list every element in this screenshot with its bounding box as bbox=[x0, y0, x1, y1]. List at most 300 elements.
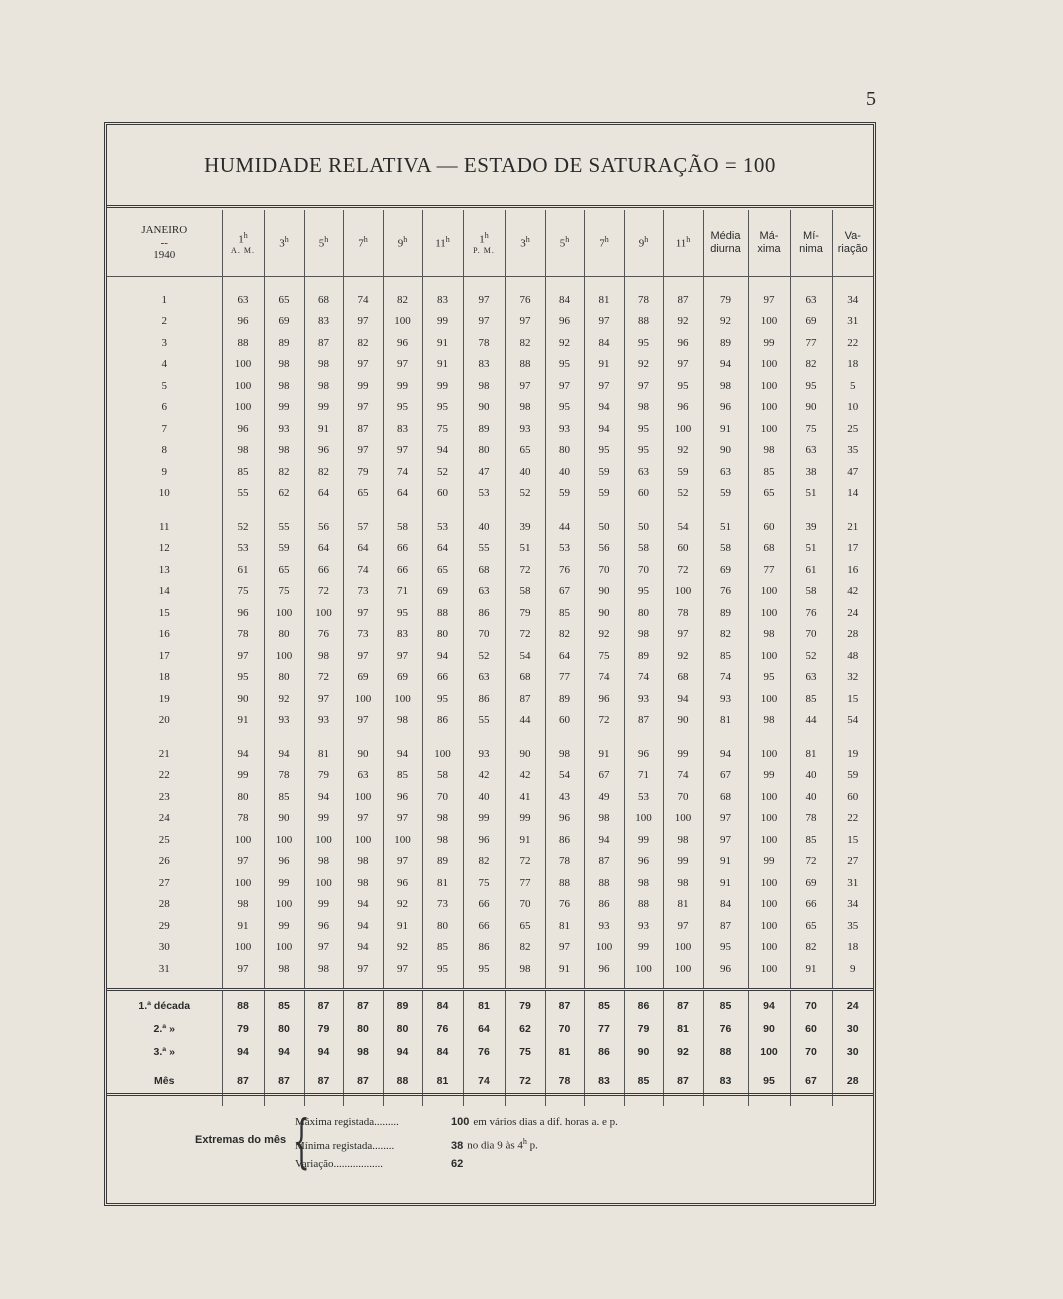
hour-number: 11 bbox=[435, 238, 446, 250]
table-cell: 93 bbox=[703, 688, 748, 710]
table-cell: 99 bbox=[463, 808, 505, 830]
row-label: 22 bbox=[158, 769, 170, 782]
spacer-cell bbox=[790, 731, 832, 743]
table-cell: 98 bbox=[422, 808, 463, 830]
table-cell: 70 bbox=[790, 989, 832, 1018]
row-label: 16 bbox=[158, 628, 170, 641]
table-cell: 96 bbox=[264, 851, 304, 873]
table-cell: 98 bbox=[264, 440, 304, 462]
table-cell: 99 bbox=[264, 915, 304, 937]
table-cell: 67 bbox=[584, 765, 624, 787]
table-cell: 78 bbox=[545, 851, 584, 873]
hour-period: A. M. bbox=[231, 246, 255, 256]
row-label: 13 bbox=[158, 563, 170, 576]
table-cell: 82 bbox=[505, 937, 545, 959]
table-cell: 76 bbox=[545, 559, 584, 581]
table-row bbox=[107, 786, 873, 808]
row-label: Mês bbox=[154, 1074, 175, 1087]
table-cell: 100 bbox=[748, 808, 790, 830]
month-header bbox=[107, 210, 222, 277]
table-cell: 79 bbox=[505, 989, 545, 1018]
table-cell: 98 bbox=[264, 375, 304, 397]
table-cell: 79 bbox=[304, 1018, 343, 1041]
table-cell: 95 bbox=[222, 667, 264, 689]
table-cell: 72 bbox=[505, 559, 545, 581]
table-cell: 96 bbox=[703, 397, 748, 419]
table-cell: 100 bbox=[264, 602, 304, 624]
table-row bbox=[107, 311, 873, 333]
table-cell: 77 bbox=[545, 667, 584, 689]
table-cell: 97 bbox=[663, 624, 703, 646]
table-cell: 96 bbox=[703, 958, 748, 980]
table-cell: 59 bbox=[584, 483, 624, 505]
table-cell: 97 bbox=[222, 958, 264, 980]
table-cell: 40 bbox=[505, 461, 545, 483]
table-cell: 96 bbox=[624, 851, 663, 873]
spacer-cell bbox=[663, 277, 703, 290]
table-cell: 90 bbox=[463, 397, 505, 419]
spacer-cell bbox=[107, 277, 222, 290]
table-cell: 58 bbox=[383, 516, 422, 538]
table-cell: 81 bbox=[545, 915, 584, 937]
table-cell: 81 bbox=[463, 989, 505, 1018]
spacer-cell bbox=[663, 731, 703, 743]
table-cell: 96 bbox=[383, 332, 422, 354]
table-cell: 88 bbox=[222, 332, 264, 354]
table-cell: 90 bbox=[663, 710, 703, 732]
table-cell: 93 bbox=[505, 418, 545, 440]
table-cell: 63 bbox=[463, 581, 505, 603]
table-row bbox=[107, 829, 873, 851]
table-cell: 98 bbox=[304, 354, 343, 376]
table-cell: 98 bbox=[222, 894, 264, 916]
table-cell: 75 bbox=[584, 645, 624, 667]
table-cell: 88 bbox=[545, 872, 584, 894]
spacer-cell bbox=[383, 504, 422, 516]
table-cell: 98 bbox=[624, 872, 663, 894]
table-cell: 82 bbox=[463, 851, 505, 873]
table-cell: 72 bbox=[790, 851, 832, 873]
table-cell: 62 bbox=[264, 483, 304, 505]
hour-suffix: h bbox=[604, 235, 609, 245]
row-label: 8 bbox=[161, 444, 167, 457]
table-cell: 87 bbox=[545, 989, 584, 1018]
table-cell: 72 bbox=[505, 851, 545, 873]
table-cell: 99 bbox=[304, 397, 343, 419]
hour-suffix: h bbox=[644, 235, 649, 245]
table-cell: 96 bbox=[584, 688, 624, 710]
table-cell: 52 bbox=[422, 461, 463, 483]
table-cell: 94 bbox=[383, 743, 422, 765]
table-cell: 24 bbox=[832, 989, 873, 1018]
table-cell: 44 bbox=[545, 516, 584, 538]
table-cell: 71 bbox=[383, 581, 422, 603]
table-cell: 73 bbox=[343, 581, 383, 603]
table-cell: 100 bbox=[343, 829, 383, 851]
table-row bbox=[107, 516, 873, 538]
table-cell: 77 bbox=[748, 559, 790, 581]
spacer-cell bbox=[422, 980, 463, 990]
table-cell: 85 bbox=[703, 989, 748, 1018]
table-cell: 100 bbox=[748, 743, 790, 765]
table-cell: 69 bbox=[383, 667, 422, 689]
table-cell: 72 bbox=[505, 1064, 545, 1098]
table-cell: 95 bbox=[383, 397, 422, 419]
spacer-cell bbox=[703, 980, 748, 990]
table-cell: 89 bbox=[624, 645, 663, 667]
table-cell: 14 bbox=[832, 483, 873, 505]
table-cell: 69 bbox=[264, 311, 304, 333]
table-cell: 100 bbox=[383, 311, 422, 333]
table-cell: 89 bbox=[703, 602, 748, 624]
row-label: 23 bbox=[158, 790, 170, 803]
table-cell: 94 bbox=[383, 1041, 422, 1064]
hour-header-6 bbox=[463, 210, 505, 277]
table-cell: 65 bbox=[264, 559, 304, 581]
spacer-cell bbox=[264, 277, 304, 290]
spacer-cell bbox=[545, 980, 584, 990]
spacer-cell bbox=[505, 504, 545, 516]
table-cell: 75 bbox=[222, 581, 264, 603]
table-cell: 81 bbox=[703, 710, 748, 732]
table-cell: 82 bbox=[703, 624, 748, 646]
spacer-cell bbox=[584, 504, 624, 516]
table-cell: 74 bbox=[463, 1064, 505, 1098]
spacer-cell bbox=[832, 504, 873, 516]
table-cell: 90 bbox=[703, 440, 748, 462]
table-cell: 58 bbox=[703, 538, 748, 560]
table-row bbox=[107, 743, 873, 765]
table-cell: 84 bbox=[422, 1041, 463, 1064]
table-cell: 98 bbox=[304, 375, 343, 397]
extremas-line-max bbox=[295, 1116, 618, 1128]
table-cell: 81 bbox=[422, 1064, 463, 1098]
table-cell: 97 bbox=[663, 915, 703, 937]
spacer-cell bbox=[790, 980, 832, 990]
table-cell: 99 bbox=[748, 332, 790, 354]
table-cell: 16 bbox=[832, 559, 873, 581]
table-cell: 100 bbox=[748, 375, 790, 397]
table-cell: 89 bbox=[463, 418, 505, 440]
table-cell: 97 bbox=[343, 354, 383, 376]
table-cell: 98 bbox=[545, 743, 584, 765]
hour-header-5 bbox=[422, 210, 463, 277]
row-label: 31 bbox=[158, 962, 170, 975]
table-cell: 96 bbox=[584, 958, 624, 980]
min-note: no dia 9 às 4 bbox=[467, 1139, 523, 1152]
table-cell: 41 bbox=[505, 786, 545, 808]
table-cell: 97 bbox=[343, 710, 383, 732]
table-cell: 97 bbox=[383, 354, 422, 376]
table-row bbox=[107, 710, 873, 732]
table-cell: 65 bbox=[343, 483, 383, 505]
table-cell: 34 bbox=[832, 894, 873, 916]
table-cell: 88 bbox=[422, 602, 463, 624]
table-cell: 78 bbox=[790, 808, 832, 830]
table-cell: 100 bbox=[748, 829, 790, 851]
table-cell: 87 bbox=[304, 332, 343, 354]
table-cell: 82 bbox=[343, 332, 383, 354]
table-cell: 66 bbox=[422, 667, 463, 689]
table-cell: 94 bbox=[584, 418, 624, 440]
table-cell: 94 bbox=[703, 354, 748, 376]
table-cell: 77 bbox=[584, 1018, 624, 1041]
table-row bbox=[107, 332, 873, 354]
spacer-cell bbox=[703, 731, 748, 743]
table-cell: 76 bbox=[790, 602, 832, 624]
table-cell: 81 bbox=[422, 872, 463, 894]
table-cell: 84 bbox=[584, 332, 624, 354]
table-cell: 98 bbox=[304, 645, 343, 667]
table-cell: 98 bbox=[343, 872, 383, 894]
table-cell: 97 bbox=[343, 808, 383, 830]
table-cell: 85 bbox=[264, 786, 304, 808]
table-cell: 50 bbox=[624, 516, 663, 538]
table-cell: 85 bbox=[545, 602, 584, 624]
table-cell: 97 bbox=[505, 375, 545, 397]
table-cell: 95 bbox=[422, 397, 463, 419]
table-cell: 74 bbox=[343, 559, 383, 581]
table-cell: 85 bbox=[584, 989, 624, 1018]
table-cell: 72 bbox=[584, 710, 624, 732]
table-cell: 100 bbox=[383, 688, 422, 710]
table-cell: 53 bbox=[463, 483, 505, 505]
table-cell: 63 bbox=[790, 440, 832, 462]
row-label: 3.ª » bbox=[153, 1046, 175, 1058]
spacer-cell bbox=[422, 731, 463, 743]
table-cell: 100 bbox=[748, 937, 790, 959]
table-cell: 80 bbox=[624, 602, 663, 624]
table-cell: 100 bbox=[304, 829, 343, 851]
table-cell: 70 bbox=[584, 559, 624, 581]
hour-suffix: h bbox=[284, 235, 289, 245]
table-cell: 25 bbox=[832, 418, 873, 440]
table-cell: 99 bbox=[264, 872, 304, 894]
extremas-section bbox=[107, 1093, 873, 1203]
table-cell: 19 bbox=[832, 743, 873, 765]
table-cell: 52 bbox=[222, 516, 264, 538]
minima-header bbox=[790, 210, 832, 277]
table-cell: 95 bbox=[748, 1064, 790, 1098]
extremas-label: Extremas do mês bbox=[195, 1134, 287, 1146]
table-cell: 100 bbox=[222, 397, 264, 419]
table-cell: 98 bbox=[304, 958, 343, 980]
table-cell: 97 bbox=[343, 440, 383, 462]
row-label: 2.ª » bbox=[153, 1023, 175, 1035]
table-cell: 100 bbox=[222, 354, 264, 376]
table-cell: 78 bbox=[222, 624, 264, 646]
table-cell: 76 bbox=[304, 624, 343, 646]
table-cell: 100 bbox=[422, 743, 463, 765]
table-cell: 98 bbox=[463, 375, 505, 397]
table-cell: 99 bbox=[624, 829, 663, 851]
table-row bbox=[107, 894, 873, 916]
table-row bbox=[107, 688, 873, 710]
table-cell: 90 bbox=[343, 743, 383, 765]
table-cell: 97 bbox=[343, 645, 383, 667]
table-cell: 60 bbox=[663, 538, 703, 560]
table-cell: 81 bbox=[663, 894, 703, 916]
table-cell: 51 bbox=[703, 516, 748, 538]
row-label: 1 bbox=[161, 293, 167, 306]
table-cell: 94 bbox=[748, 989, 790, 1018]
table-cell: 75 bbox=[505, 1041, 545, 1064]
table-cell: 79 bbox=[304, 765, 343, 787]
table-cell: 98 bbox=[422, 829, 463, 851]
min-note-end: p. bbox=[526, 1139, 538, 1152]
table-cell: 82 bbox=[505, 332, 545, 354]
table-cell: 76 bbox=[463, 1041, 505, 1064]
table-cell: 97 bbox=[304, 688, 343, 710]
table-cell: 65 bbox=[505, 440, 545, 462]
table-cell: 89 bbox=[383, 989, 422, 1018]
spacer-cell bbox=[107, 731, 222, 743]
table-cell: 94 bbox=[422, 645, 463, 667]
table-cell: 63 bbox=[790, 667, 832, 689]
spacer-cell bbox=[545, 504, 584, 516]
max-note: em vários dias a dif. horas a. e p. bbox=[473, 1116, 618, 1128]
table-cell: 97 bbox=[222, 851, 264, 873]
table-cell: 95 bbox=[624, 581, 663, 603]
header-row bbox=[107, 210, 873, 277]
table-cell: 99 bbox=[304, 808, 343, 830]
spacer-cell bbox=[463, 980, 505, 990]
table-cell: 47 bbox=[832, 461, 873, 483]
table-cell: 99 bbox=[222, 765, 264, 787]
table-cell: 99 bbox=[422, 311, 463, 333]
table-cell: 66 bbox=[463, 915, 505, 937]
table-cell: 87 bbox=[222, 1064, 264, 1098]
table-row bbox=[107, 354, 873, 376]
table-cell: 97 bbox=[545, 375, 584, 397]
table-cell: 100 bbox=[663, 937, 703, 959]
table-cell: 98 bbox=[222, 440, 264, 462]
table-cell: 40 bbox=[790, 786, 832, 808]
hour-header-10 bbox=[624, 210, 663, 277]
row-label: 14 bbox=[158, 585, 170, 598]
row-label: 15 bbox=[158, 606, 170, 619]
table-cell: 93 bbox=[463, 743, 505, 765]
spacer-cell bbox=[222, 277, 264, 290]
table-cell: 64 bbox=[343, 538, 383, 560]
table-cell: 31 bbox=[832, 311, 873, 333]
decade-row bbox=[107, 989, 873, 1018]
table-cell: 60 bbox=[748, 516, 790, 538]
table-cell: 98 bbox=[505, 958, 545, 980]
table-row bbox=[107, 483, 873, 505]
table-cell: 98 bbox=[663, 872, 703, 894]
table-cell: 69 bbox=[422, 581, 463, 603]
table-cell: 72 bbox=[505, 624, 545, 646]
table-cell: 92 bbox=[584, 624, 624, 646]
table-row bbox=[107, 397, 873, 419]
table-cell: 35 bbox=[832, 440, 873, 462]
spacer-cell bbox=[343, 980, 383, 990]
table-cell: 35 bbox=[832, 915, 873, 937]
hour-suffix: h bbox=[324, 235, 329, 245]
spacer-cell bbox=[748, 277, 790, 290]
table-cell: 89 bbox=[422, 851, 463, 873]
table-cell: 61 bbox=[790, 559, 832, 581]
table-cell: 67 bbox=[790, 1064, 832, 1098]
table-cell: 92 bbox=[703, 311, 748, 333]
table-row bbox=[107, 958, 873, 980]
table-cell: 82 bbox=[790, 937, 832, 959]
table-cell: 93 bbox=[624, 915, 663, 937]
table-cell: 70 bbox=[422, 786, 463, 808]
table-cell: 100 bbox=[748, 354, 790, 376]
table-body bbox=[107, 277, 873, 1106]
table-cell: 97 bbox=[383, 808, 422, 830]
table-cell: 75 bbox=[790, 418, 832, 440]
spacer-cell bbox=[222, 504, 264, 516]
variacao-header-line1: Va- bbox=[844, 230, 861, 243]
table-cell: 81 bbox=[304, 743, 343, 765]
table-cell: 63 bbox=[222, 289, 264, 311]
spacer-cell bbox=[264, 504, 304, 516]
table-cell: 64 bbox=[545, 645, 584, 667]
table-cell: 84 bbox=[422, 989, 463, 1018]
table-cell: 86 bbox=[584, 1041, 624, 1064]
row-label: 2 bbox=[161, 315, 167, 328]
table-cell: 97 bbox=[748, 289, 790, 311]
table-cell: 99 bbox=[422, 375, 463, 397]
table-cell: 32 bbox=[832, 667, 873, 689]
hour-header-7 bbox=[505, 210, 545, 277]
table-cell: 84 bbox=[703, 894, 748, 916]
table-cell: 60 bbox=[422, 483, 463, 505]
table-cell: 68 bbox=[663, 667, 703, 689]
table-cell: 100 bbox=[584, 937, 624, 959]
table-cell: 100 bbox=[343, 786, 383, 808]
table-cell: 91 bbox=[703, 851, 748, 873]
extremas-line-var bbox=[295, 1158, 467, 1170]
table-cell: 92 bbox=[663, 1041, 703, 1064]
table-cell: 80 bbox=[264, 667, 304, 689]
table-cell: 67 bbox=[545, 581, 584, 603]
table-cell: 97 bbox=[505, 311, 545, 333]
table-cell: 97 bbox=[383, 958, 422, 980]
table-cell: 99 bbox=[663, 851, 703, 873]
table-cell: 85 bbox=[748, 461, 790, 483]
spacer-cell bbox=[107, 504, 222, 516]
var-value: 62 bbox=[451, 1158, 464, 1170]
table-row bbox=[107, 375, 873, 397]
table-cell: 66 bbox=[383, 559, 422, 581]
table-cell: 55 bbox=[264, 516, 304, 538]
table-cell: 70 bbox=[463, 624, 505, 646]
hour-suffix: h bbox=[363, 235, 368, 245]
hour-header-3 bbox=[343, 210, 383, 277]
table-cell: 92 bbox=[663, 645, 703, 667]
table-cell: 100 bbox=[343, 688, 383, 710]
table-cell: 65 bbox=[422, 559, 463, 581]
table-cell: 85 bbox=[624, 1064, 663, 1098]
spacer-cell bbox=[584, 731, 624, 743]
table-cell: 93 bbox=[304, 710, 343, 732]
table-cell: 79 bbox=[343, 461, 383, 483]
table-cell: 97 bbox=[584, 375, 624, 397]
spacer-cell bbox=[790, 504, 832, 516]
table-cell: 70 bbox=[790, 624, 832, 646]
table-cell: 60 bbox=[790, 1018, 832, 1041]
max-label: Máxima registada......... bbox=[295, 1116, 399, 1128]
spacer-cell bbox=[383, 980, 422, 990]
table-cell: 88 bbox=[584, 872, 624, 894]
table-cell: 5 bbox=[832, 375, 873, 397]
table-cell: 72 bbox=[304, 581, 343, 603]
year-label: 1940 bbox=[153, 249, 176, 262]
